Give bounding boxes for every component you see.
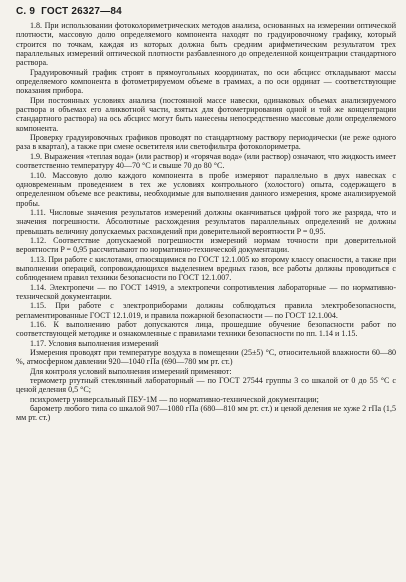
paragraph-1-17-heading: 1.17. Условия выполнения измерений xyxy=(30,338,159,348)
paragraph-constant-conditions: При постоянных условиях анализа (постоянной массе навески, одинаковых объемах анализируемого раствора и объемах его аликвотной части, взятых для фотометрирования одной и той же концентрации стандартного раствора) на ось абсцисс могут быть нанесены непосредственно массовые доли определяемого компонента. xyxy=(16,95,396,133)
paragraph-1-8: 1.8. При использовании фотоколориметрических методов анализа, основанных на измерении оптической плотности, массовую долю определяемого компонента находят по градуировочному графику, который строится по точкам, каждая из которых должна быть средним арифметическим результатом трех параллельных измерений оптической плотности разбавленного до определенной концентрации стандартного раствора. xyxy=(16,21,396,68)
paragraph-control-intro: Для контроля условий выполнения измерений применяют: xyxy=(30,366,232,376)
paragraph-1-12: 1.12. Соответствие допускаемой погрешности измерений нормам точности при доверительной вероятности P = 0,95 рассчитывают по нормативно-технической документации. xyxy=(16,235,396,255)
list-item-psychrometer: психрометр универсальный ПБУ-1М — по нормативно-технической документации; xyxy=(30,394,319,404)
paragraph-1-14: 1.14. Электропечи — по ГОСТ 14919, а электропечи сопротивления лабораторные — по нормативно-технической документации. xyxy=(16,282,396,301)
paragraph-1-15: 1.15. При работе с электроприборами должны соблюдаться правила электробезопасности, регламентированные ГОСТ 12.1.019, и правила пожарной безопасности — по ГОСТ 12.1.004. xyxy=(16,301,396,320)
document-body xyxy=(16,21,396,423)
paragraph-graph-coordinates: Градуировочный график строят в прямоугольных координатах, по оси абсцисс откладывают массы определяемого компонента в фотометрируемом объеме в граммах, а по оси ординат — соответствующие показания прибора. xyxy=(16,67,396,96)
paragraph-graph-check: Проверку градуировочных графиков проводят по стандартному раствору периодически (не реже одного раза в квартал), а также при смене осветителя или светофильтра фотоколориметра. xyxy=(16,133,396,152)
paragraph-1-11: 1.11. Числовые значения результатов измерений должны оканчиваться цифрой того же разряда, что и значения погрешности. Абсолютные расхождения результатов параллельных определений не должны превышать величину допускаемых расхождений при доверительной вероятности P = 0,95. xyxy=(16,207,396,236)
list-item-thermometer: термометр ртутный стеклянный лабораторный — по ГОСТ 27544 группы 3 со шкалой от 0 до 55 °С с ценой деления 0,5 °С; xyxy=(16,376,396,395)
list-item-barometer: барометр любого типа со шкалой 907—1080 гПа (680—810 мм рт. ст.) и ценой деления не хуже 2 гПа (1,5 мм рт. ст.) xyxy=(16,404,396,423)
standard-designation: ГОСТ 26327—84 xyxy=(41,6,122,17)
paragraph-1-9: 1.9. Выражения «теплая вода» (или раствор) и «горячая вода» (или раствор) означают, что жидкость имеет соответственно температуру 40—70 °С и свыше 70 до 80 °С. xyxy=(16,151,396,171)
page-number: С. 9 xyxy=(16,6,36,17)
paragraph-1-13: 1.13. При работе с кислотами, относящимися по ГОСТ 12.1.005 ко второму классу опасности, а также при выполнении операций, сопровождающихся выделением вредных газов, все работы должны проводиться с соблюдением правил техники безопасности по ГОСТ 12.1.007. xyxy=(16,254,396,283)
paragraph-1-16: 1.16. К выполнению работ допускаются лица, прошедшие обучение безопасности работ по соответствующей методике и ознакомленные с правилами техники безопасности по пп. 1.14 и 1.15. xyxy=(16,320,396,339)
paragraph-1-10: 1.10. Массовую долю каждого компонента в пробе измеряют параллельно в двух навесках с одновременным проведением в тех же условиях контрольного (холостого) опыта, содержащего в определенном объеме все реактивы, необходимые для выполнения данного измерения, кроме анализируемой пробы. xyxy=(16,170,396,208)
paragraph-measurement-conditions: Измерения проводят при температуре воздуха в помещении (25±5) °С, относительной влажности 60—80 %, атмосферном давлении 920—1040 гПа (690—780 мм рт. ст.) xyxy=(16,348,396,367)
page-header xyxy=(16,6,396,17)
